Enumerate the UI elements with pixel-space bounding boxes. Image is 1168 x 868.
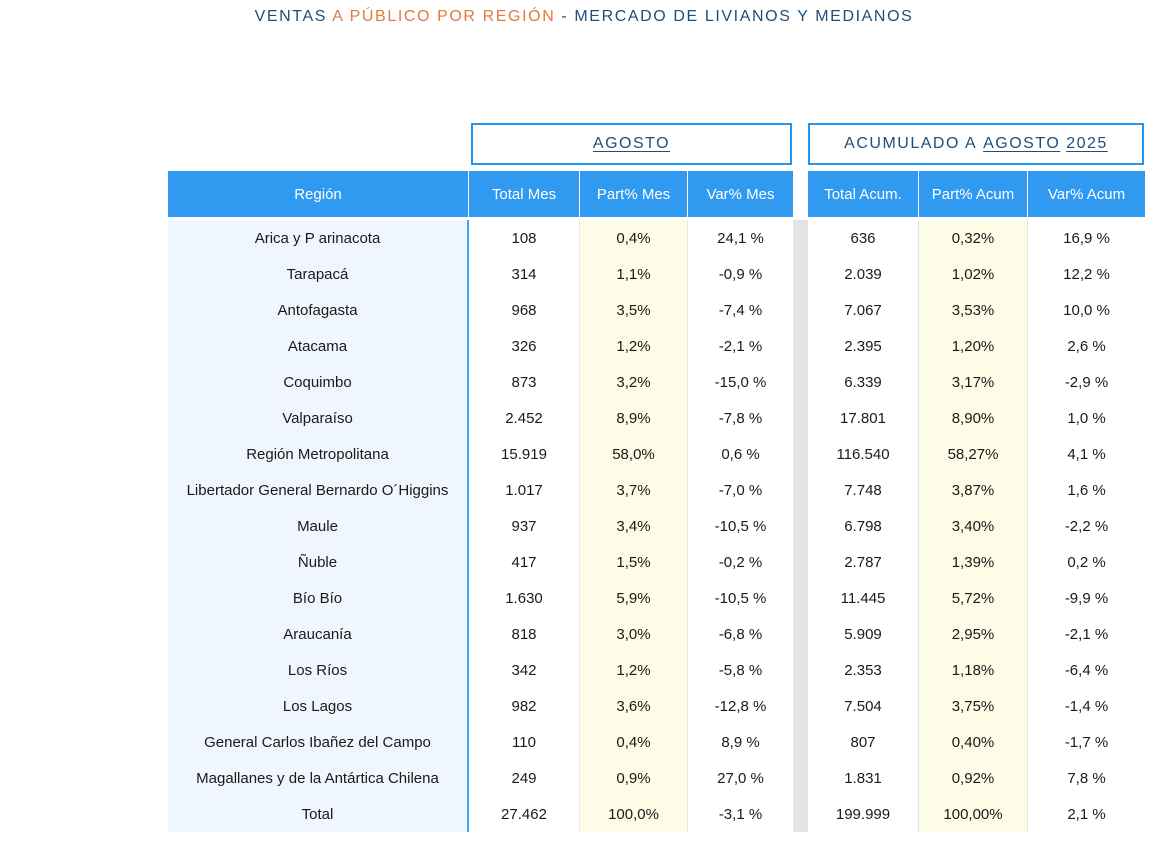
cell-total-mes: 982 <box>469 688 580 724</box>
cell-var-mes: -12,8 % <box>688 688 794 724</box>
cell-part-acum: 0,32% <box>919 220 1028 256</box>
cell-total-acum: 2.787 <box>808 544 919 580</box>
cell-var-acum: 2,1 % <box>1028 796 1145 832</box>
title-part-ventas: VENTAS <box>254 8 328 25</box>
cell-var-mes: 0,6 % <box>688 436 794 472</box>
cell-gap <box>794 292 808 328</box>
cell-var-acum: -2,1 % <box>1028 616 1145 652</box>
table-row <box>168 220 1145 256</box>
cell-total-mes: 1.017 <box>469 472 580 508</box>
cell-total-acum: 17.801 <box>808 400 919 436</box>
cell-region: Atacama <box>168 328 469 364</box>
cell-gap <box>794 688 808 724</box>
cell-total-acum: 11.445 <box>808 580 919 616</box>
cell-total-mes: 968 <box>469 292 580 328</box>
acumulado-group-header <box>808 123 1144 165</box>
cell-gap <box>794 616 808 652</box>
cell-gap <box>794 328 808 364</box>
cell-var-acum: 7,8 % <box>1028 760 1145 796</box>
page-title <box>0 8 1168 26</box>
cell-var-acum: -1,7 % <box>1028 724 1145 760</box>
cell-part-mes: 1,2% <box>580 328 688 364</box>
header-part-mes: Part% Mes <box>580 171 688 217</box>
cell-gap <box>794 220 808 256</box>
title-part-mercado: - MERCADO DE LIVIANOS Y MEDIANOS <box>561 8 914 25</box>
cell-total-acum: 1.831 <box>808 760 919 796</box>
cell-total-mes: 314 <box>469 256 580 292</box>
cell-var-acum: 1,0 % <box>1028 400 1145 436</box>
cell-total-acum: 199.999 <box>808 796 919 832</box>
cell-gap <box>794 580 808 616</box>
cell-region: Coquimbo <box>168 364 469 400</box>
cell-part-acum: 100,00% <box>919 796 1028 832</box>
cell-region: Tarapacá <box>168 256 469 292</box>
cell-region: Araucanía <box>168 616 469 652</box>
cell-part-acum: 1,02% <box>919 256 1028 292</box>
table-row <box>168 796 1145 832</box>
cell-region: Antofagasta <box>168 292 469 328</box>
cell-total-acum: 807 <box>808 724 919 760</box>
cell-var-acum: 12,2 % <box>1028 256 1145 292</box>
cell-part-acum: 3,53% <box>919 292 1028 328</box>
cell-total-acum: 116.540 <box>808 436 919 472</box>
cell-region: Valparaíso <box>168 400 469 436</box>
cell-part-mes: 8,9% <box>580 400 688 436</box>
cell-gap <box>794 652 808 688</box>
cell-total-mes: 818 <box>469 616 580 652</box>
table-row <box>168 760 1145 796</box>
table-row <box>168 544 1145 580</box>
cell-part-mes: 0,4% <box>580 220 688 256</box>
cell-total-mes: 15.919 <box>469 436 580 472</box>
cell-total-acum: 7.504 <box>808 688 919 724</box>
cell-part-mes: 5,9% <box>580 580 688 616</box>
cell-part-mes: 3,2% <box>580 364 688 400</box>
cell-total-mes: 937 <box>469 508 580 544</box>
cell-total-acum: 7.067 <box>808 292 919 328</box>
cell-total-mes: 1.630 <box>469 580 580 616</box>
cell-part-mes: 3,5% <box>580 292 688 328</box>
cell-part-acum: 2,95% <box>919 616 1028 652</box>
cell-var-mes: -3,1 % <box>688 796 794 832</box>
header-var-mes: Var% Mes <box>688 171 794 217</box>
cell-total-acum: 5.909 <box>808 616 919 652</box>
cell-total-mes: 27.462 <box>469 796 580 832</box>
cell-var-mes: -7,0 % <box>688 472 794 508</box>
cell-total-mes: 249 <box>469 760 580 796</box>
table-row <box>168 652 1145 688</box>
cell-region: Libertador General Bernardo O´Higgins <box>168 472 469 508</box>
table-row <box>168 508 1145 544</box>
cell-total-mes: 326 <box>469 328 580 364</box>
cell-region: Ñuble <box>168 544 469 580</box>
cell-part-acum: 58,27% <box>919 436 1028 472</box>
cell-gap <box>794 472 808 508</box>
cell-region: Bío Bío <box>168 580 469 616</box>
table-row <box>168 292 1145 328</box>
cell-region: Magallanes y de la Antártica Chilena <box>168 760 469 796</box>
cell-part-mes: 0,9% <box>580 760 688 796</box>
header-region: Región <box>168 171 469 217</box>
cell-gap <box>794 436 808 472</box>
cell-total-mes: 2.452 <box>469 400 580 436</box>
cell-var-mes: -15,0 % <box>688 364 794 400</box>
cell-var-mes: -7,8 % <box>688 400 794 436</box>
cell-part-acum: 3,75% <box>919 688 1028 724</box>
header-var-acum: Var% Acum <box>1047 185 1126 203</box>
cell-region: Maule <box>168 508 469 544</box>
table-row <box>168 328 1145 364</box>
cell-var-acum: -2,9 % <box>1028 364 1145 400</box>
cell-var-acum: -6,4 % <box>1028 652 1145 688</box>
cell-gap <box>794 544 808 580</box>
cell-part-acum: 0,92% <box>919 760 1028 796</box>
cell-region: Total <box>168 796 469 832</box>
month-group-label: AGOSTO <box>592 135 671 152</box>
header-total-mes: Total Mes <box>469 171 580 217</box>
cell-part-mes: 100,0% <box>580 796 688 832</box>
cell-gap <box>794 400 808 436</box>
cell-region: Los Ríos <box>168 652 469 688</box>
table-row <box>168 364 1145 400</box>
header-total-acum: Total Acum. <box>808 171 919 217</box>
cell-part-mes: 3,4% <box>580 508 688 544</box>
cell-region: Región Metropolitana <box>168 436 469 472</box>
cell-total-acum: 6.798 <box>808 508 919 544</box>
table-row <box>168 616 1145 652</box>
table-row <box>168 688 1145 724</box>
cell-part-mes: 3,6% <box>580 688 688 724</box>
cell-var-mes: 24,1 % <box>688 220 794 256</box>
cell-var-mes: -0,2 % <box>688 544 794 580</box>
cell-part-acum: 3,17% <box>919 364 1028 400</box>
cell-part-acum: 0,40% <box>919 724 1028 760</box>
table-row <box>168 400 1145 436</box>
cell-gap <box>794 760 808 796</box>
cell-var-mes: -10,5 % <box>688 508 794 544</box>
acumulado-prefix: ACUMULADO A <box>844 135 978 152</box>
table-row <box>168 580 1145 616</box>
cell-part-acum: 3,87% <box>919 472 1028 508</box>
cell-gap <box>794 256 808 292</box>
cell-part-mes: 58,0% <box>580 436 688 472</box>
cell-region: General Carlos Ibañez del Campo <box>168 724 469 760</box>
cell-total-acum: 2.039 <box>808 256 919 292</box>
cell-gap <box>794 364 808 400</box>
cell-var-acum: -2,2 % <box>1028 508 1145 544</box>
table-row <box>168 256 1145 292</box>
cell-var-acum: -9,9 % <box>1028 580 1145 616</box>
cell-var-mes: 27,0 % <box>688 760 794 796</box>
cell-var-acum: 4,1 % <box>1028 436 1145 472</box>
cell-part-acum: 1,39% <box>919 544 1028 580</box>
cell-part-mes: 1,1% <box>580 256 688 292</box>
sales-table <box>168 171 1145 832</box>
title-part-publico: A PÚBLICO POR REGIÓN <box>332 8 556 25</box>
cell-var-mes: -7,4 % <box>688 292 794 328</box>
cell-part-acum: 1,20% <box>919 328 1028 364</box>
cell-part-acum: 1,18% <box>919 652 1028 688</box>
cell-var-acum: 16,9 % <box>1028 220 1145 256</box>
cell-part-mes: 1,2% <box>580 652 688 688</box>
month-group-header <box>471 123 792 165</box>
cell-total-acum: 7.748 <box>808 472 919 508</box>
cell-var-mes: -5,8 % <box>688 652 794 688</box>
acumulado-year: 2025 <box>1066 135 1108 152</box>
acumulado-month: AGOSTO <box>983 135 1061 152</box>
cell-region: Los Lagos <box>168 688 469 724</box>
cell-var-mes: -6,8 % <box>688 616 794 652</box>
cell-total-acum: 2.395 <box>808 328 919 364</box>
cell-var-mes: -0,9 % <box>688 256 794 292</box>
cell-gap <box>794 796 808 832</box>
cell-total-mes: 873 <box>469 364 580 400</box>
cell-var-acum: 0,2 % <box>1028 544 1145 580</box>
cell-total-mes: 417 <box>469 544 580 580</box>
table-header-row <box>168 171 1145 217</box>
cell-total-mes: 108 <box>469 220 580 256</box>
cell-var-mes: -10,5 % <box>688 580 794 616</box>
cell-part-mes: 3,7% <box>580 472 688 508</box>
cell-part-mes: 0,4% <box>580 724 688 760</box>
cell-part-mes: 1,5% <box>580 544 688 580</box>
cell-part-mes: 3,0% <box>580 616 688 652</box>
cell-var-acum: 2,6 % <box>1028 328 1145 364</box>
table-row <box>168 436 1145 472</box>
header-gap <box>794 171 808 217</box>
cell-var-acum: 10,0 % <box>1028 292 1145 328</box>
cell-var-acum: 1,6 % <box>1028 472 1145 508</box>
table-row <box>168 724 1145 760</box>
cell-total-mes: 110 <box>469 724 580 760</box>
header-part-acum: Part% Acum <box>919 171 1028 217</box>
cell-part-acum: 5,72% <box>919 580 1028 616</box>
table-row <box>168 472 1145 508</box>
cell-total-acum: 636 <box>808 220 919 256</box>
cell-var-mes: -2,1 % <box>688 328 794 364</box>
cell-total-acum: 2.353 <box>808 652 919 688</box>
cell-gap <box>794 508 808 544</box>
cell-var-acum: -1,4 % <box>1028 688 1145 724</box>
cell-total-mes: 342 <box>469 652 580 688</box>
cell-region: Arica y P arinacota <box>168 220 469 256</box>
cell-gap <box>794 724 808 760</box>
cell-var-mes: 8,9 % <box>688 724 794 760</box>
cell-total-acum: 6.339 <box>808 364 919 400</box>
cell-part-acum: 8,90% <box>919 400 1028 436</box>
table-body <box>168 217 1145 832</box>
cell-part-acum: 3,40% <box>919 508 1028 544</box>
